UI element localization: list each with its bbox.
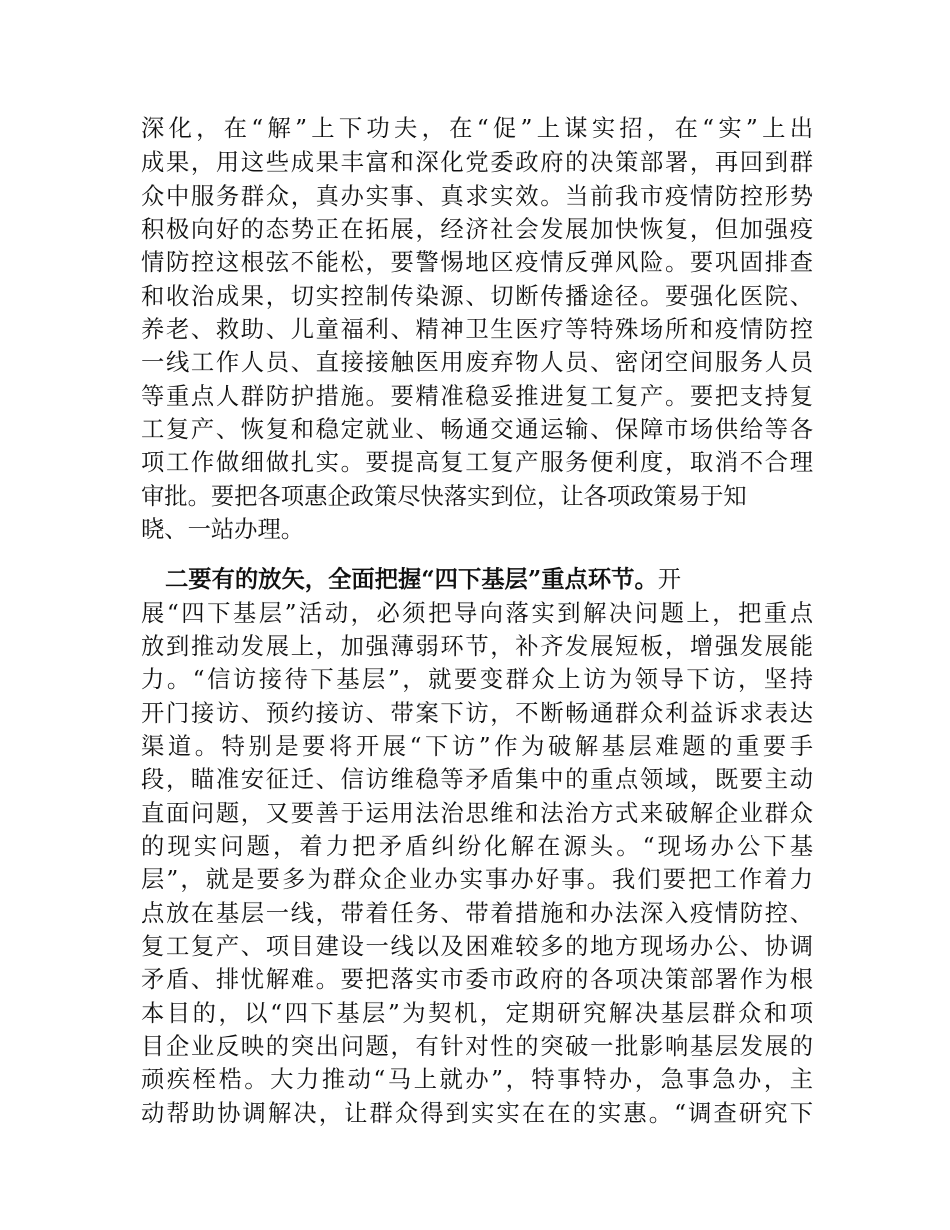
text-line: 审批。要把各项惠企政策尽快落实到位，让各项政策易于知 [141,483,747,510]
text-line: 积极向好的态势正在拓展，经济社会发展加快恢复，但加强疫 [141,216,813,243]
text-line: 开门接访、预约接访、带案下访，不断畅通群众利益诉求表达 [141,700,813,727]
text-line: 的现实问题，着力把矛盾纠纷化解在源头。“现场办公下基 [141,833,813,860]
text-line: 等重点人群防护措施。要精准稳妥推进复工复产。要把支持复 [141,383,813,410]
paragraph-heading-tail: 开 [657,566,682,593]
text-line: 动帮助协调解决，让群众得到实实在在的实惠。“调查研究下 [141,1100,813,1127]
text-line: 养老、救助、儿童福利、精神卫生医疗等特殊场所和疫情防控 [141,316,813,343]
text-line: 和收治成果，切实控制传染源、切断传播途径。要强化医院、 [141,283,813,310]
text-line: 项工作做细做扎实。要提高复工复产服务便利度，取消不合理 [141,449,813,476]
text-line: 众中服务群众，真办实事、真求实效。当前我市疫情防控形势 [141,183,813,210]
text-line: 目企业反映的突出问题，有针对性的突破一批影响基层发展的 [141,1033,813,1060]
text-line: 段，瞄准安征迁、信访维稳等矛盾集中的重点领域，既要主动 [141,766,813,793]
text-line: 力。“信访接待下基层”，就要变群众上访为领导下访，坚持 [141,666,813,693]
text-line: 一线工作人员、直接接触医用废弃物人员、密闭空间服务人员 [141,349,813,376]
text-line: 矛盾、排忧解难。要把落实市委市政府的各项决策部署作为根 [141,966,813,993]
text-line: 层”，就是要多为群众企业办实事办好事。我们要把工作着力 [141,866,813,893]
text-line: 晓、一站办理。 [141,516,305,543]
text-line: 放到推动发展上，加强薄弱环节，补齐发展短板，增强发展能 [141,633,813,660]
text-line: 成果，用这些成果丰富和深化党委政府的决策部署，再回到群 [141,149,813,176]
text-line: 渠道。特别是要将开展“下访”作为破解基层难题的重要手 [141,733,813,760]
text-line: 复工复产、项目建设一线以及困难较多的地方现场办公、协调 [141,933,813,960]
text-line: 工复产、恢复和稳定就业、畅通交通运输、保障市场供给等各 [141,416,813,443]
text-line: 点放在基层一线，带着任务、带着措施和办法深入疫情防控、 [141,900,813,927]
text-line: 直面问题，又要善于运用法治思维和法治方式来破解企业群众 [141,800,813,827]
text-line: 深化，在“解”上下功夫，在“促”上谋实招，在“实”上出 [141,115,813,142]
paragraph-heading-line [165,563,813,597]
text-line: 本目的，以“四下基层”为契机，定期研究解决基层群众和项 [141,1000,813,1027]
text-line: 情防控这根弦不能松，要警惕地区疫情反弹风险。要巩固排查 [141,249,813,276]
text-line: 展“四下基层”活动，必须把导向落实到解决问题上，把重点 [141,600,813,627]
paragraph-heading: 二要有的放矢，全面把握“四下基层”重点环节。 [165,566,658,593]
text-line: 顽疾桎梏。大力推动“马上就办”，特事特办，急事急办，主 [141,1066,813,1093]
